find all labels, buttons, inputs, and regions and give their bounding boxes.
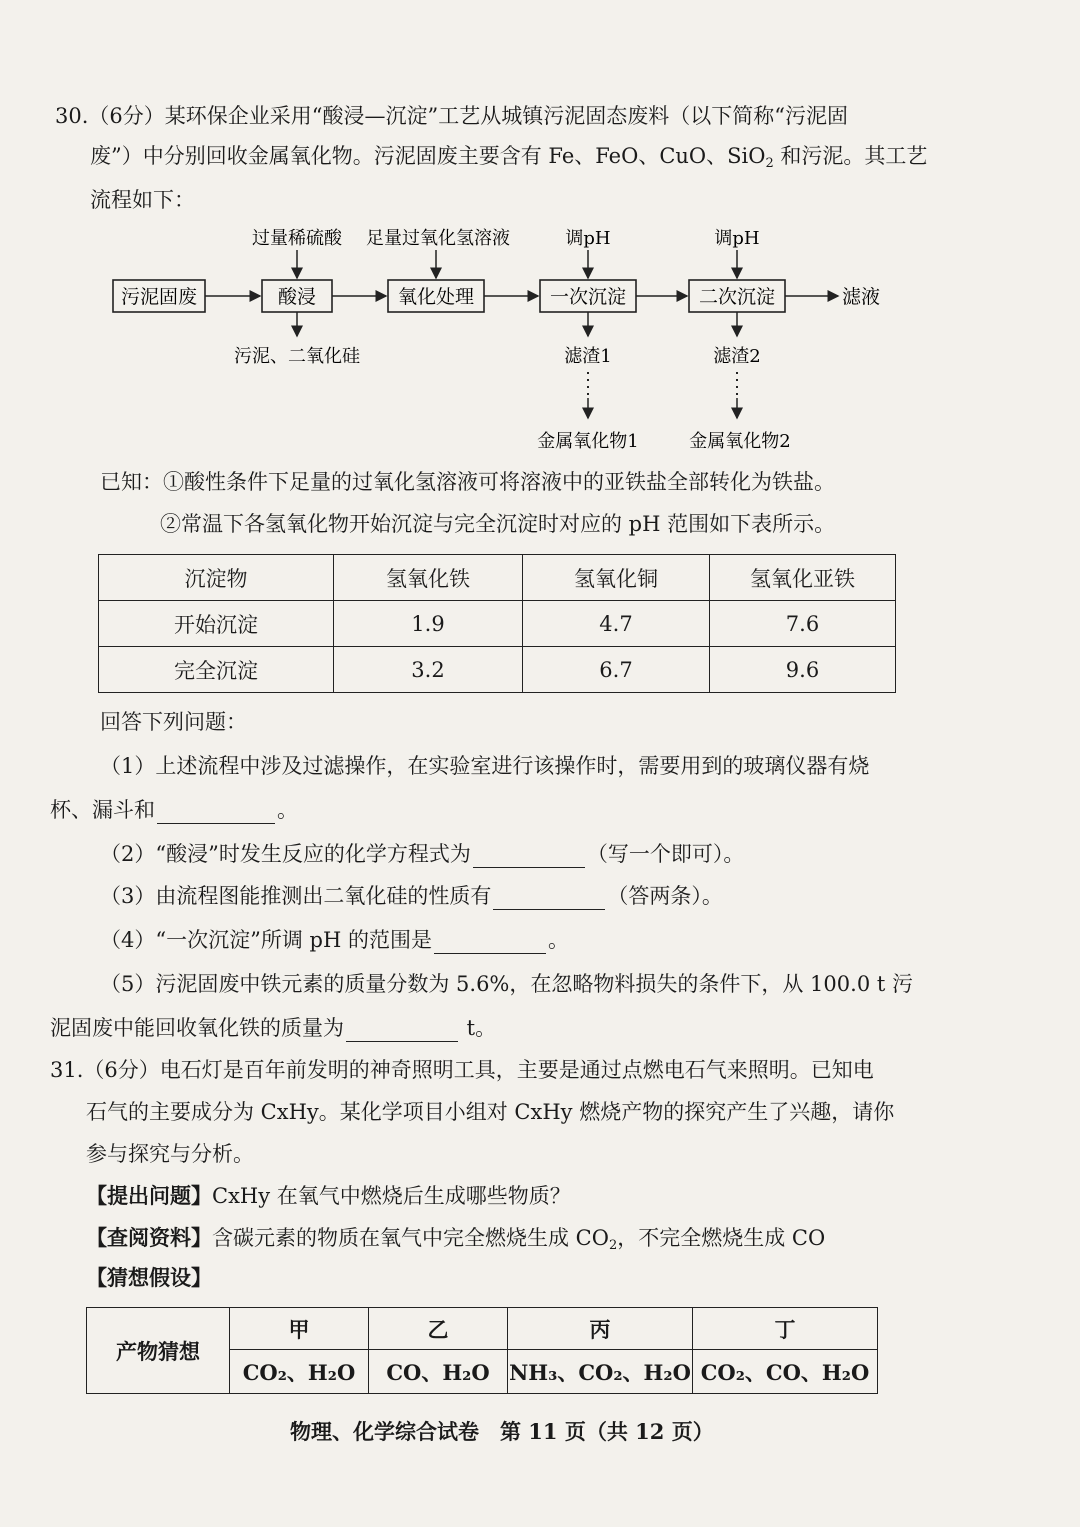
output-residue-2: 滤渣2 [713, 346, 761, 367]
table-cell: CO₂、CO、H₂O [693, 1350, 878, 1394]
table-cell: CO₂、H₂O [230, 1350, 369, 1394]
svg-text:酸浸: 酸浸 [277, 286, 317, 308]
output-sludge-silica: 污泥、二氧化硅 [234, 346, 360, 367]
q30-line1: 30.（6分）某环保企业采用“酸浸—沉淀”工艺从城镇污泥固态废料（以下简称“污泥固 [55, 104, 848, 128]
table-header-cell: 沉淀物 [99, 555, 334, 601]
question-2: （2）“酸浸”时发生反应的化学方程式为 （写一个即可）。 [100, 842, 745, 866]
q30-line2: 废”）中分别回收金属氧化物。污泥固废主要含有 Fe、FeO、CuO、SiO$_2$ 和污泥。其工艺 [90, 144, 928, 171]
question-4: （4）“一次沉淀”所调 pH 的范围是 。 [100, 928, 569, 952]
question-1-line2: 杯、漏斗和 。 [50, 798, 298, 822]
table-header-cell: 甲 [230, 1308, 369, 1350]
svg-text:二次沉淀: 二次沉淀 [698, 286, 776, 308]
table-cell: 完全沉淀 [99, 647, 334, 693]
table-cell: 6.7 [523, 647, 710, 693]
answer-blank[interactable] [434, 931, 546, 954]
product-metal-oxide-1: 金属氧化物1 [537, 431, 639, 452]
row-header-cell: 产物猜想 [87, 1308, 230, 1394]
answer-blank[interactable] [493, 887, 605, 910]
table-header-row [99, 555, 896, 601]
answer-blank[interactable] [346, 1019, 458, 1042]
known-2: ②常温下各氢氧化物开始沉淀与完全沉淀时对应的 pH 范围如下表所示。 [160, 512, 836, 536]
question-3: （3）由流程图能推测出二氧化硅的性质有 （答两条）。 [100, 884, 723, 908]
question-5-line1: （5）污泥固废中铁元素的质量分数为 5.6%，在忽略物料损失的条件下，从 100.0 t 污 [100, 972, 913, 996]
table-cell: NH₃、CO₂、H₂O [508, 1350, 693, 1394]
answer-intro: 回答下列问题： [100, 710, 247, 734]
svg-text:氧化处理: 氧化处理 [397, 286, 475, 308]
q30-line3: 流程如下： [90, 188, 195, 212]
q31-line2: 石气的主要成分为 CxHy。某化学项目小组对 CxHy 燃烧产物的探究产生了兴趣，请你 [86, 1100, 895, 1124]
question-1-line1: （1）上述流程中涉及过滤操作，在实验室进行该操作时，需要用到的玻璃仪器有烧 [100, 754, 870, 778]
flow-box-second-precipitation [689, 280, 785, 312]
page-footer: 物理、化学综合试卷 第 11 页（共 12 页） [290, 1419, 714, 1444]
table-cell: 1.9 [334, 601, 523, 647]
input-adjust-ph-2: 调pH [714, 228, 760, 249]
input-adjust-ph-1: 调pH [565, 228, 611, 249]
table-header-row [87, 1308, 878, 1350]
q31-line3: 参与探究与分析。 [86, 1142, 254, 1166]
table-cell: 3.2 [334, 647, 523, 693]
output-residue-1: 滤渣1 [564, 346, 612, 367]
table-header-cell: 丁 [693, 1308, 878, 1350]
answer-blank[interactable] [157, 801, 275, 824]
input-dilute-sulfuric-acid: 过量稀硫酸 [252, 228, 342, 249]
flow-box-first-precipitation [540, 280, 636, 312]
known-1: 已知：①酸性条件下足量的过氧化氢溶液可将溶液中的亚铁盐全部转化为铁盐。 [100, 470, 835, 494]
q31-hypothesis-label: 【猜想假设】 [86, 1265, 212, 1290]
product-guess-table [86, 1307, 878, 1394]
table-header-cell: 氢氧化铁 [334, 555, 523, 601]
process-flow-diagram [100, 220, 920, 460]
ph-range-table [98, 554, 896, 693]
flow-box-acid-leach [262, 280, 332, 312]
table-cell: 9.6 [710, 647, 896, 693]
table-header-cell: 丙 [508, 1308, 693, 1350]
flow-box-oxidation [388, 280, 484, 312]
table-row [99, 601, 896, 647]
input-hydrogen-peroxide: 足量过氧化氢溶液 [366, 228, 510, 249]
q31-line1: 31.（6分）电石灯是百年前发明的神奇照明工具，主要是通过点燃电石气来照明。已知电 [50, 1058, 874, 1082]
answer-blank[interactable] [473, 845, 585, 868]
table-row [99, 647, 896, 693]
flow-box-sludge [113, 280, 205, 312]
table-header-cell: 氢氧化亚铁 [710, 555, 896, 601]
q31-reference: 【查阅资料】含碳元素的物质在氧气中完全燃烧生成 $CO_2$，不完全燃烧生成 CO [86, 1225, 826, 1253]
table-cell: 4.7 [523, 601, 710, 647]
output-filtrate: 滤液 [842, 286, 881, 308]
product-metal-oxide-2: 金属氧化物2 [689, 431, 791, 452]
svg-text:污泥固废: 污泥固废 [120, 286, 198, 308]
q31-problem: 【提出问题】CxHy 在氧气中燃烧后生成哪些物质？ [86, 1183, 571, 1208]
table-cell: 7.6 [710, 601, 896, 647]
svg-text:一次沉淀: 一次沉淀 [549, 286, 627, 308]
table-header-cell: 氢氧化铜 [523, 555, 710, 601]
table-header-cell: 乙 [369, 1308, 508, 1350]
table-cell: 开始沉淀 [99, 601, 334, 647]
question-5-line2: 泥固废中能回收氧化铁的质量为 t。 [50, 1016, 497, 1040]
table-cell: CO、H₂O [369, 1350, 508, 1394]
